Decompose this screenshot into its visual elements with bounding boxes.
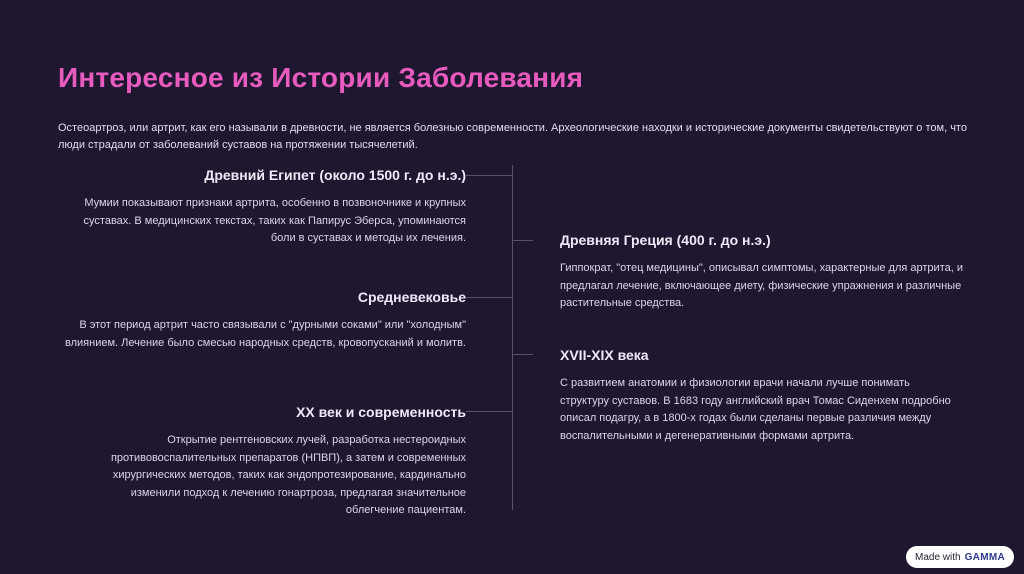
event-description: С развитием анатомии и физиологии врачи начали лучше понимать структуру суставов. В 1683 году английский врач Томас Сиденхем подробно описал подагру, а в 1800-х годах были сделаны первые различия между воспалительными и дегенеративными формами артрита. — [560, 377, 951, 442]
event-description: Открытие рентгеновских лучей, разработка нестероидных противовоспалительных препаратов (НПВП), а затем и современных хирургических методов, таких как эндопротезирование, кардинально изменили подход к лечению гонартроза, предлагая значительное облегчение пациентам. — [110, 434, 466, 516]
event-title: XX век и современность — [296, 404, 466, 420]
gamma-logo: GAMMA — [964, 551, 1005, 563]
badge-prefix: Made with — [915, 551, 961, 563]
timeline-tick — [466, 411, 512, 412]
timeline-event-greece — [560, 232, 970, 313]
slide-title: Интересное из Истории Заболевания — [58, 62, 584, 93]
intro-paragraph: Остеоартроз, или артрит, как его называли в древности, не является болезнью современности. Археологические находки и исторические документы свидетельствуют о том, что люди страдали от заболеваний суставов на протяжении тысячелетий. — [58, 122, 967, 151]
event-description: Мумии показывают признаки артрита, особенно в позвоночнике и крупных суставах. В медицинских текстах, таких как Папирус Эберса, упоминаются боли в суставах и методы их лечения. — [83, 197, 466, 244]
timeline-event-20th-century — [46, 404, 466, 520]
event-description: В этот период артрит часто связывали с "дурными соками" или "холодным" влиянием. Лечение было смесью народных средств, кровопусканий и молитв. — [65, 319, 466, 349]
timeline-event-17-19-centuries — [560, 347, 970, 445]
timeline-tick — [513, 240, 533, 241]
timeline-tick — [513, 354, 533, 355]
timeline-axis — [512, 165, 513, 510]
timeline-tick — [466, 175, 512, 176]
made-with-gamma-badge[interactable] — [906, 546, 1014, 568]
event-description: Гиппократ, "отец медицины", описывал симптомы, характерные для артрита, и предлагал лечение, включающее диету, физические упражнения и различные растительные средства. — [560, 262, 963, 309]
event-title: Древняя Греция (400 г. до н.э.) — [560, 232, 771, 248]
timeline-tick — [466, 297, 512, 298]
event-title: Древний Египет (около 1500 г. до н.э.) — [204, 167, 466, 183]
event-title: XVII-XIX века — [560, 347, 649, 363]
timeline-event-egypt — [46, 167, 466, 248]
event-title: Средневековье — [357, 289, 466, 305]
timeline-event-middle-ages — [46, 289, 466, 352]
